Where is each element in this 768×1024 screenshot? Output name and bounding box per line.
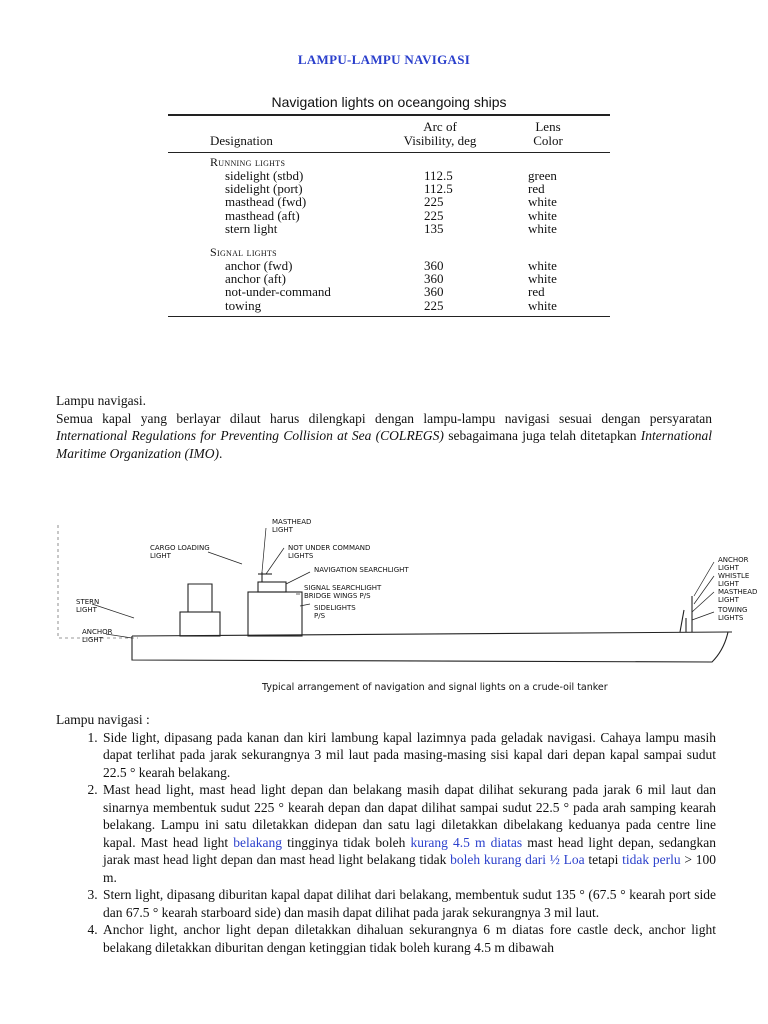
cell-color: white (528, 207, 557, 223)
label-signal-searchlight-line2: BRIDGE WINGS P/S (304, 592, 371, 600)
cell-color: red (528, 181, 545, 197)
table-row (168, 299, 610, 312)
list-item (101, 921, 716, 956)
header-lens-color (518, 120, 578, 148)
label-cargo-loading-line2: LIGHT (150, 552, 171, 560)
highlight-text: boleh kurang dari ½ Loa (450, 852, 585, 867)
intro-colregs: International Regulations for Preventing Collision at Sea (COLREGS) (56, 428, 444, 443)
label-sidelights-line1: SIDELIGHTS (314, 604, 356, 612)
intro-imo: International Maritime Organization (IMO) (56, 428, 713, 461)
label-nav-searchlight: NAVIGATION SEARCHLIGHT (314, 566, 409, 574)
intro-section (56, 392, 712, 462)
label-whistle-line1: WHISTLE (718, 572, 750, 580)
cell-designation: towing (225, 297, 262, 313)
table-row (168, 285, 610, 298)
cell-color: white (528, 257, 557, 273)
intro-text-end: . (218, 445, 223, 461)
label-anchor-fwd-line2: LIGHT (718, 564, 739, 572)
intro-paragraph (56, 410, 712, 463)
cell-arc: 360 (424, 284, 444, 300)
label-anchor-aft-line1: ANCHOR (82, 628, 113, 636)
label-towing-line1: TOWING (718, 606, 748, 614)
label-masthead-fwd-line2: LIGHT (718, 596, 739, 604)
cell-color: white (528, 271, 557, 287)
label-masthead-fwd-line1: MASTHEAD (718, 588, 758, 596)
cell-arc: 225 (424, 297, 444, 313)
highlight-text: belakang (233, 834, 283, 850)
list-heading: Lampu navigasi : (56, 712, 150, 727)
diagram-caption: Typical arrangement of navigation and signal lights on a crude-oil tanker (262, 682, 608, 693)
cell-arc: 112.5 (424, 181, 453, 197)
cell-color: white (528, 297, 557, 313)
label-stern-line1: STERN (76, 598, 100, 606)
table-row (168, 195, 610, 208)
cell-designation: sidelight (port) (225, 181, 303, 197)
header-arc-line2: Visibility, deg (403, 133, 477, 148)
cell-arc: 360 (424, 257, 444, 273)
list-item-text: Side light, dipasang pada kanan dan kiri lambung kapal lazimnya pada geladak navigasi. Cahaya lampu masih dapat terlihat pada jarak sekurangnya 3 mil laut pada masing-masing sisi kapal dari depan kapal sampai sudut 22.5 ° kearah belakang. (103, 729, 716, 780)
group-title-running-lights: Running lights (210, 155, 286, 169)
label-stern-line2: LIGHT (76, 606, 97, 614)
cell-designation: anchor (aft) (225, 271, 286, 287)
cell-color: white (528, 220, 557, 236)
cell-arc: 360 (424, 271, 444, 287)
cell-arc: 135 (424, 220, 444, 236)
label-masthead-line2: LIGHT (272, 526, 293, 534)
label-anchor-fwd-line1: ANCHOR (718, 556, 749, 564)
header-designation: Designation (210, 133, 273, 148)
cell-arc: 112.5 (424, 168, 453, 183)
lights-list-section (56, 711, 716, 956)
list-item-text: Anchor light, anchor light depan diletakkan dihaluan sekurangnya 6 m diatas fore castle deck, anchor light belakang diletakkan diburitan dengan ketinggian tidak boleh kurang 4.5 m dibawah (103, 922, 716, 955)
header-lens-line2: Color (533, 133, 563, 148)
header-arc-line1: Arc of (423, 119, 457, 134)
cell-designation: stern light (225, 220, 278, 236)
label-cargo-loading-line1: CARGO LOADING (150, 544, 210, 552)
cell-designation: anchor (fwd) (225, 257, 293, 273)
group-title-signal-lights: Signal lights (210, 244, 277, 259)
list-item-text: > 100 m. (103, 852, 716, 885)
cell-designation: not-under-command (225, 284, 331, 300)
header-arc-visibility (390, 120, 490, 148)
cell-designation: masthead (fwd) (225, 194, 307, 210)
list-item-text: tingginya tidak boleh (282, 834, 411, 850)
list-item (101, 729, 716, 782)
document-title: LAMPU-LAMPU NAVIGASI (297, 52, 471, 67)
label-masthead-line1: MASTHEAD (272, 518, 312, 526)
label-nuc-line2: LIGHTS (288, 552, 314, 560)
table-row (168, 222, 610, 235)
list-item-text: Mast head light, mast head light depan dan belakang masih dapat dilihat sekurang pada jarak 6 mil laut dan sinarnya membentuk sudut 225 ° kearah depan dan dapat dilihat sampai sudut 22.5 ° pada arah samping kearah belakang. Lampu ini satu diletakkan didepan dan satu lagi diletakkan dibelakang keduanya pada centre line kapal. Mast head light (103, 782, 716, 850)
highlight-text: kurang 4.5 m diatas (410, 834, 523, 850)
list-item-text: mast head light depan, sedangkan jarak mast head light depan dan mast head light belakang tidak (103, 834, 716, 867)
list-item-text: Stern light, dipasang diburitan kapal dapat dilihat dari belakang, membentuk sudut 135 ° (67.5 ° kearah port side dan 67.5 ° kearah starboard side) dan masih dapat dilihat pada jarak sekurangnya 3 mil laut. (103, 887, 716, 920)
label-sidelights-line2: P/S (314, 612, 326, 620)
table-header (168, 116, 610, 152)
list-item (101, 886, 716, 921)
list-item-text: tetapi (584, 852, 623, 867)
table-caption: Navigation lights on oceangoing ships (271, 94, 507, 110)
cell-arc: 225 (424, 194, 444, 210)
cell-color: white (528, 194, 557, 210)
cell-color: green (528, 168, 557, 183)
label-signal-searchlight-line1: SIGNAL SEARCHLIGHT (304, 584, 382, 592)
intro-text-start: Semua kapal yang berlayar dilaut harus dilengkapi dengan lampu-lampu navigasi sesuai dengan persyaratan (56, 410, 712, 426)
label-anchor-aft-line2: LIGHT (82, 636, 103, 644)
label-nuc-line1: NOT UNDER COMMAND (288, 544, 371, 552)
intro-heading: Lampu navigasi. (56, 393, 146, 408)
intro-text-mid: sebagaimana juga telah ditetapkan (443, 428, 641, 443)
cell-designation: masthead (aft) (225, 207, 300, 223)
label-towing-line2: LIGHTS (718, 614, 744, 622)
list-item (101, 781, 716, 886)
table-row (168, 209, 610, 222)
cell-color: red (528, 284, 545, 300)
cell-arc: 225 (424, 207, 444, 223)
tanker-svg (52, 500, 764, 700)
tanker-lights-diagram (52, 500, 764, 700)
highlight-text: tidak perlu (622, 852, 681, 867)
header-lens-line1: Lens (535, 119, 561, 134)
cell-designation: sidelight (stbd) (225, 168, 304, 183)
label-whistle-line2: LIGHT (718, 580, 739, 588)
navigation-lights-table (168, 94, 610, 317)
navigation-lights-list (56, 729, 716, 957)
